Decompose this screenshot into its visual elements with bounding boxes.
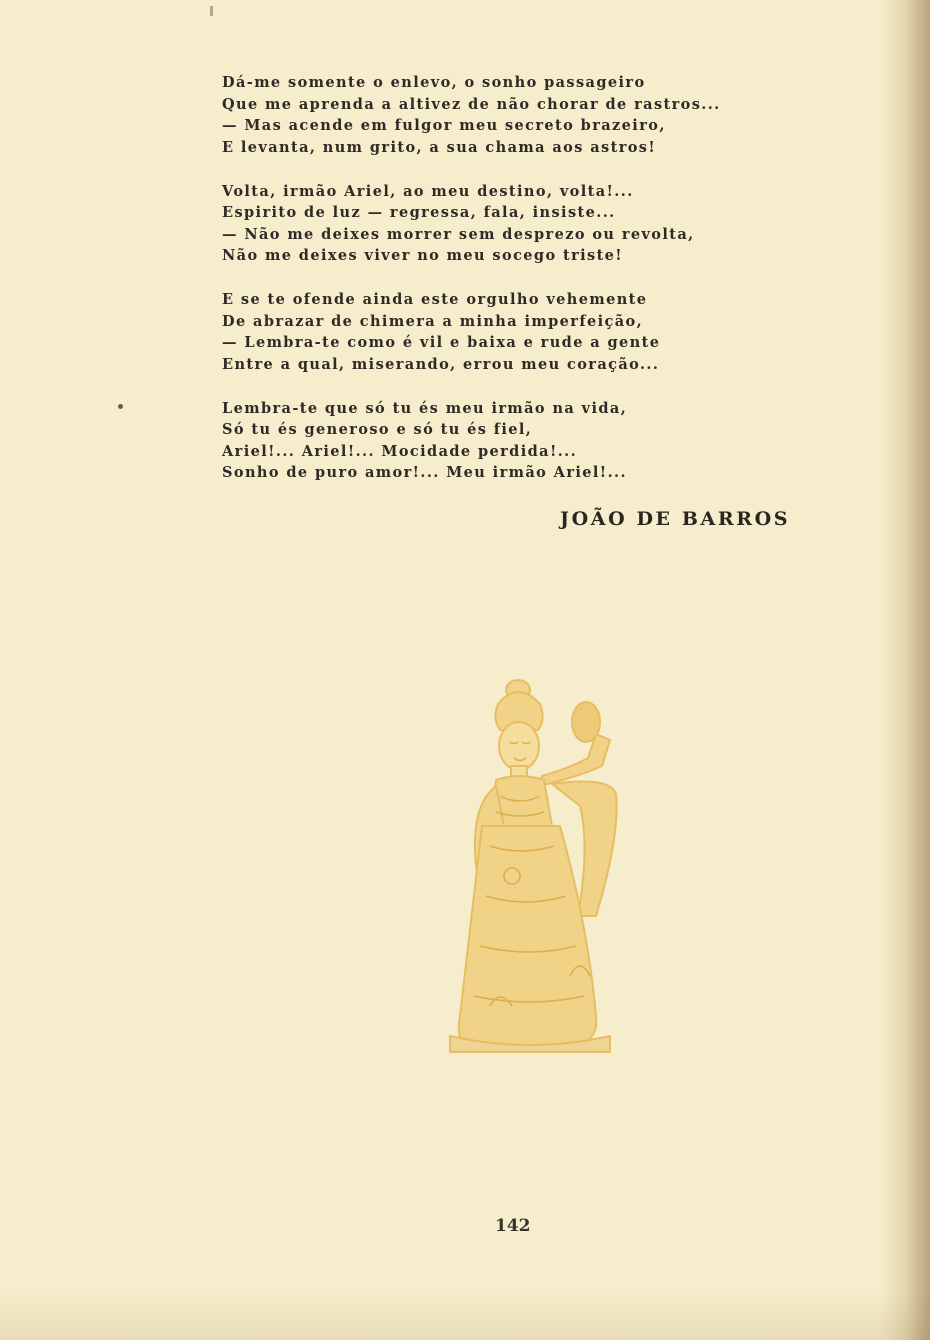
poem-line: Dá-me somente o enlevo, o sonho passageiro [222, 74, 646, 91]
poem-line: Só tu és generoso e só tu és fiel, [222, 421, 533, 438]
poem-line: Espirito de luz — regressa, fala, insiste... [222, 204, 616, 221]
poem-line: — Não me deixes morrer sem desprezo ou revolta, [222, 225, 695, 243]
stanza [222, 181, 822, 267]
poem-line: Que me aprenda a altivez de não chorar de rastros... [222, 95, 721, 113]
author-signature: JOÃO DE BARROS [560, 508, 791, 530]
poem-line: — Mas acende em fulgor meu secreto brazeiro, [222, 117, 666, 134]
figurine-woman-illustration [420, 676, 640, 1056]
poem-line: Volta, irmão Ariel, ao meu destino, volta!... [222, 182, 634, 200]
poem-line: De abrazar de chimera a minha imperfeição, [222, 312, 644, 330]
poem-line: — Lembra-te como é vil e baixa e rude a gente [222, 334, 661, 351]
poem [222, 72, 822, 484]
page-number: 142 [495, 1216, 531, 1236]
poem-line: Lembra-te que só tu és meu irmão na vida, [222, 399, 628, 417]
print-mark [210, 6, 213, 16]
stanza [222, 72, 822, 158]
margin-dot [118, 404, 123, 409]
poem-line: E levanta, num grito, a sua chama aos astros! [222, 138, 657, 156]
poem-line: Não me deixes viver no meu socego triste! [222, 247, 624, 264]
poem-line: Entre a qual, miserando, errou meu coração... [222, 355, 660, 373]
poem-line: Ariel!... Ariel!... Mocidade perdida!... [222, 442, 578, 460]
stanza [222, 398, 822, 484]
poem-line: E se te ofende ainda este orgulho vehemente [222, 291, 648, 308]
poem-line: Sonho de puro amor!... Meu irmão Ariel!... [222, 464, 627, 481]
stanza [222, 289, 822, 375]
